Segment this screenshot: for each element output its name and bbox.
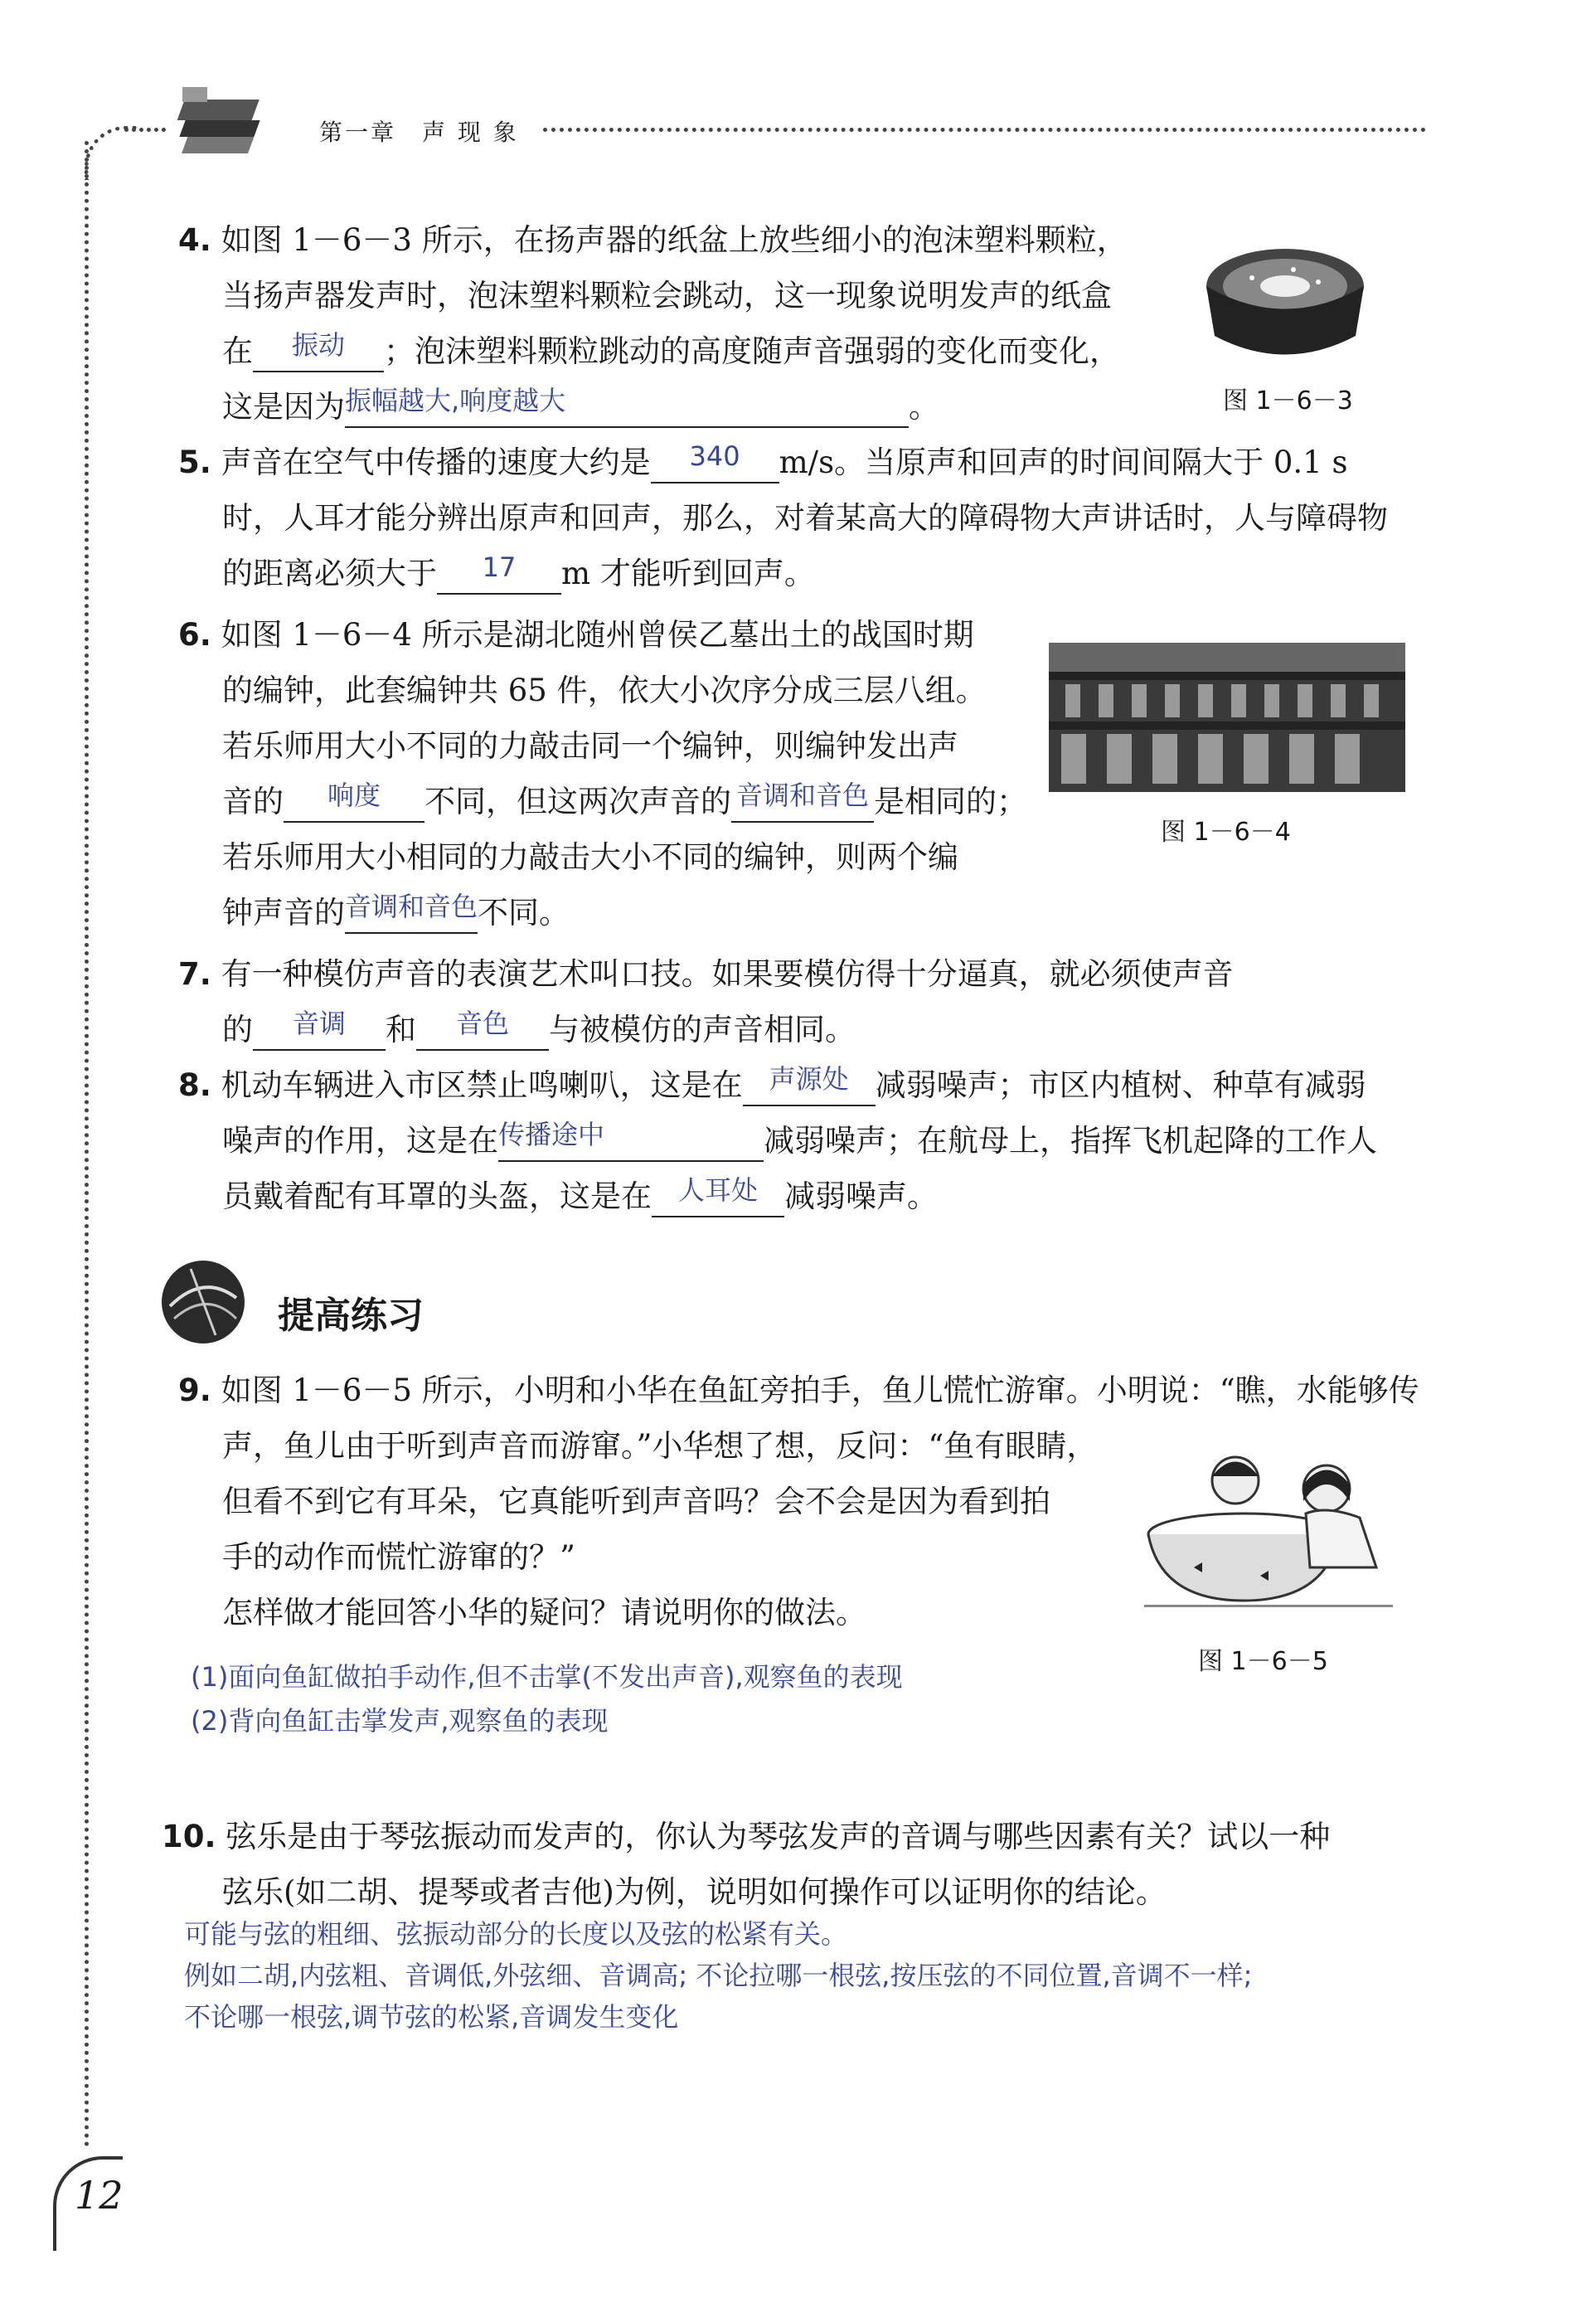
q7-line2: 的 音调 和 音色 与被模仿的声音相同。 — [222, 1009, 856, 1051]
q8-line2: 噪声的作用，这是在 传播途中 减弱噪声；在航母上，指挥飞机起降的工作人 — [222, 1120, 1377, 1162]
q6-line6: 钟声音的 音调和音色 不同。 — [222, 892, 570, 934]
chapter-title: 第一章 声 现 象 — [319, 119, 519, 146]
q8-blank2[interactable]: 传播途中 — [498, 1125, 764, 1162]
q9-line1: 9. 如图 1－6－5 所示，小明和小华在鱼缸旁拍手，鱼儿慌忙游窜。小明说：“瞧，水能够传 — [178, 1373, 1419, 1408]
q4-line1: 4. 如图 1－6－3 所示，在扬声器的纸盆上放些细小的泡沫塑料颗粒， — [178, 222, 1128, 258]
q4-blank1[interactable]: 振动 — [253, 336, 384, 372]
q4-line3: 在 振动 ；泡沫塑料颗粒跳动的高度随声音强弱的变化而变化， — [222, 331, 1120, 372]
q4-line2: 当扬声器发声时，泡沫塑料颗粒会跳动，这一现象说明发声的纸盒 — [222, 278, 1112, 313]
fish-tank-image — [1144, 1443, 1393, 1609]
figure-caption-1-6-3: 图 1－6－3 — [1223, 386, 1353, 415]
q7-line1: 7. 有一种模仿声音的表演艺术叫口技。如果要模仿得十分逼真，就必须使声音 — [178, 956, 1234, 992]
q8-line3: 员戴着配有耳罩的头盔，这是在 人耳处 减弱噪声。 — [222, 1176, 938, 1217]
q6-line2: 的编钟，此套编钟共 65 件，依大小次序分成三层八组。 — [222, 673, 987, 708]
q5-line2: 时，人耳才能分辨出原声和回声，那么，对着某高大的障碍物大声讲话时，人与障碍物 — [222, 500, 1388, 536]
q9-line4: 手的动作而慌忙游窜的？” — [222, 1539, 575, 1575]
q5-line1: 5. 声音在空气中传播的速度大约是 340 m/s。当原声和回声的时间间隔大于 0.1 s — [178, 442, 1347, 483]
q6-line3: 若乐师用大小不同的力敲击同一个编钟，则编钟发出声 — [222, 728, 958, 764]
q10-answer2: 例如二胡,内弦粗、音调低,外弦细、音调高; 不论拉哪一根弦,按压弦的不同位置,音调不一样; — [184, 1960, 1253, 1991]
chime-bells-image — [1049, 643, 1405, 792]
chapter-logo-icon — [166, 83, 282, 166]
q10-line1: 10. 弦乐是由于琴弦振动而发声的，你认为琴弦发声的音调与哪些因素有关？试以一种 — [162, 1819, 1331, 1854]
q4-blank2[interactable]: 振幅越大,响度越大 — [345, 391, 909, 428]
q9-line3: 但看不到它有耳朵，它真能听到声音吗？会不会是因为看到拍 — [222, 1484, 1050, 1519]
q4-number: 4. — [178, 222, 211, 258]
left-margin-border — [85, 141, 89, 2148]
header-rule — [543, 128, 1426, 132]
section-icon — [158, 1256, 249, 1348]
q6-line1: 6. 如图 1－6－4 所示是湖北随州曾侯乙墓出土的战国时期 — [178, 617, 974, 653]
q6-blank2[interactable]: 音调和音色 — [731, 786, 874, 823]
header-rule-left — [124, 128, 166, 132]
q6-blank1[interactable]: 响度 — [284, 786, 424, 823]
q10-line2: 弦乐(如二胡、提琴或者吉他)为例，说明如何操作可以证明你的结论。 — [222, 1874, 1167, 1910]
q7-blank1[interactable]: 音调 — [253, 1014, 386, 1051]
q8-blank1[interactable]: 声源处 — [743, 1070, 876, 1106]
q9-line5: 怎样做才能回答小华的疑问？请说明你的做法。 — [222, 1595, 866, 1630]
q7-blank2[interactable]: 音色 — [416, 1014, 549, 1051]
q9-answer1: (1)面向鱼缸做拍手动作,但不击掌(不发出声音),观察鱼的表现 — [191, 1661, 903, 1693]
q4-line4: 这是因为 振幅越大,响度越大 。 — [222, 386, 939, 428]
page-number: 12 — [75, 2173, 124, 2218]
q6-line5: 若乐师用大小相同的力敲击大小不同的编钟，则两个编 — [222, 839, 958, 875]
speaker-image — [1202, 241, 1368, 373]
section-title: 提高练习 — [278, 1295, 424, 1337]
q9-answer2: (2)背向鱼缸击掌发声,观察鱼的表现 — [191, 1705, 609, 1737]
q8-line1: 8. 机动车辆进入市区禁止鸣喇叭，这是在 声源处 减弱噪声；市区内植树、种草有减弱 — [178, 1065, 1366, 1106]
figure-caption-1-6-5: 图 1－6－5 — [1198, 1647, 1328, 1676]
q10-answer3: 不论哪一根弦,调节弦的松紧,音调发生变化 — [184, 2001, 679, 2033]
corner-border — [85, 126, 138, 180]
q5-line3: 的距离必须大于 17 m 才能听到回声。 — [222, 553, 815, 595]
q10-answer1: 可能与弦的粗细、弦振动部分的长度以及弦的松紧有关。 — [184, 1918, 848, 1950]
q8-blank3[interactable]: 人耳处 — [652, 1181, 784, 1217]
q5-blank1[interactable]: 340 — [651, 447, 779, 483]
q6-line4: 音的 响度 不同，但这两次声音的 音调和音色 是相同的； — [222, 781, 1027, 823]
q5-blank2[interactable]: 17 — [437, 558, 561, 595]
q9-line2: 声，鱼儿由于听到声音而游窜。”小华想了想，反问：“鱼有眼睛， — [222, 1428, 1098, 1464]
q6-blank3[interactable]: 音调和音色 — [345, 897, 478, 934]
figure-caption-1-6-4: 图 1－6－4 — [1161, 818, 1291, 847]
